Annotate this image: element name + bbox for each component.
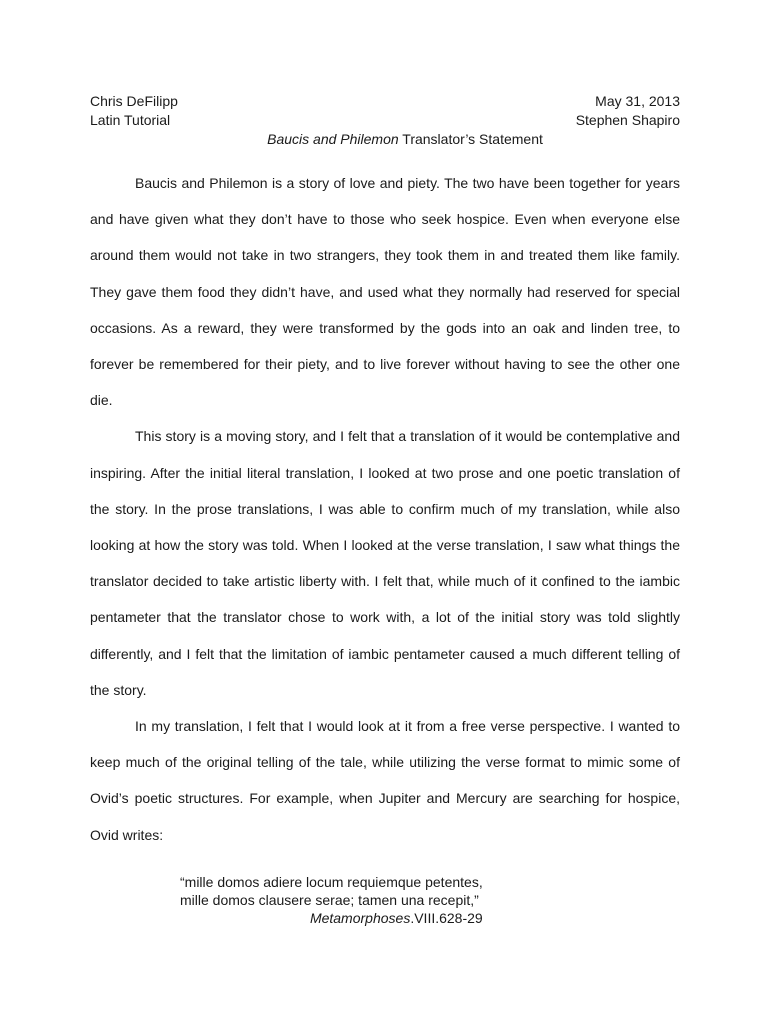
paragraph-3: In my translation, I felt that I would look at it from a free verse perspective. I wanted to keep much of the original telling of the tale, while utilizing the verse format to mimic some of Ovid’s poetic structures. For example, when Jupiter and Mercury are searching for hospice, Ovid writes: (90, 718, 680, 843)
title-italic: Baucis and Philemon (267, 131, 399, 147)
document-date: May 31, 2013 (595, 93, 680, 109)
citation-reference: .VIII.628-29 (410, 910, 483, 926)
course-name: Latin Tutorial (90, 112, 171, 128)
block-quote (180, 873, 483, 927)
quote-line-2: mille domos clausere serae; tamen una recepit,” (180, 892, 479, 908)
paragraph-1: Baucis and Philemon is a story of love and piety. The two have been together for years and have given what they don’t have to those who seek hospice. Even when everyone else around them would not take in two strangers, they took them in and treated them like family. They gave them food they didn’t have, and used what they normally had reserved for special occasions. As a reward, they were transformed by the gods into an oak and linden tree, to forever be remembered for their piety, and to live forever without having to see the other one die. (90, 175, 680, 409)
quote-line-1: “mille domos adiere locum requiemque petentes, (180, 874, 483, 890)
instructor-name: Stephen Shapiro (575, 112, 680, 128)
title-rest: Translator’s Statement (398, 131, 543, 147)
document-title (130, 130, 680, 148)
document-page (90, 92, 680, 853)
author-name: Chris DeFilipp (90, 93, 178, 109)
quote-citation (180, 909, 483, 927)
header-row-1 (90, 92, 680, 111)
header-row-2 (90, 111, 680, 130)
paragraph-2: This story is a moving story, and I felt that a translation of it would be contemplative and inspiring. After the initial literal translation, I looked at two prose and one poetic translation of the story. In the prose translations, I was able to confirm much of my translation, while also looking at how the story was told. When I looked at the verse translation, I saw what things the translator decided to take artistic liberty with. I felt that, while much of it confined to the iambic pentameter that the translator chose to work with, a lot of the initial story was told slightly differently, and I felt that the limitation of iambic pentameter caused a much different telling of the story. (90, 428, 680, 698)
citation-work: Metamorphoses (309, 910, 411, 926)
